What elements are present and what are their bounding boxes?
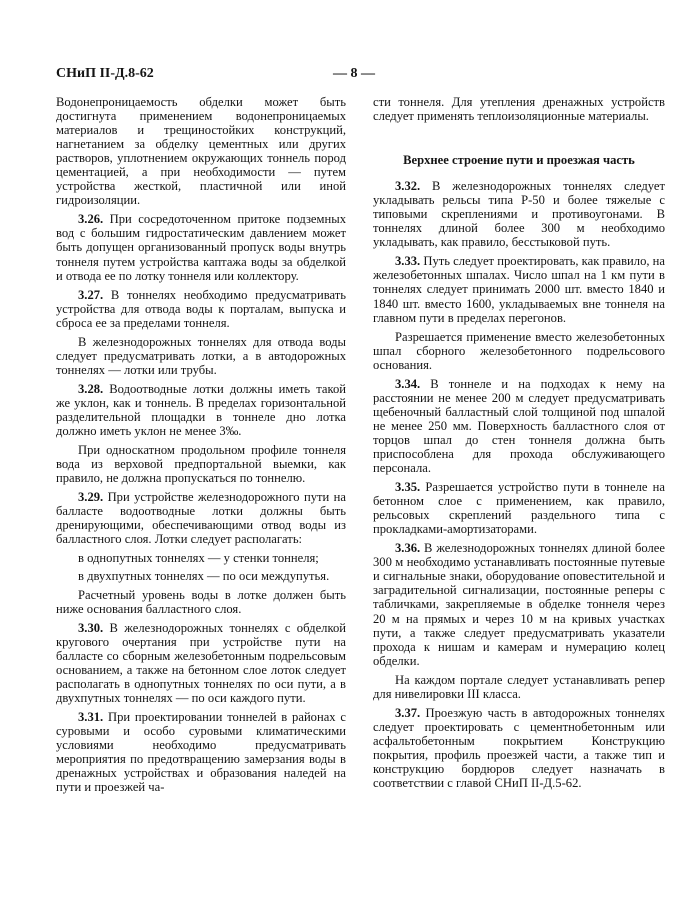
- paragraph-text: сти тоннеля. Для утепления дренажных устройств следует применять теплоизоляционные материалы.: [373, 95, 665, 124]
- numbered-paragraph: [373, 480, 665, 536]
- paragraph-text: При сосредоточенном притоке подземных вод с большим гидростатическим давлением может быть допущен организованный пропуск воды внутрь тоннеля путем устройства каптажа воды за обделкой и отвода ее по лотку тоннеля или коллектору.: [56, 212, 346, 283]
- numbered-paragraph: [56, 212, 346, 282]
- paragraph-text: В железнодорожных тоннелях длиной более 300 м необходимо устанавливать постоянные путевые и сигнальные знаки, оборудование оповестительной и заградительной сигнализации, постоянные реперы с табличками, закрепляемые в обделке тоннеля через 20 м на прямых и через 10 м на кривых участках пути, а также следует предусматривать указатели прохода к нишам и камерам и нумерацию колец обделки.: [373, 541, 665, 668]
- clause-number: 3.26.: [78, 212, 104, 227]
- left-column: [56, 95, 346, 799]
- numbered-paragraph: [373, 706, 665, 790]
- numbered-paragraph: [373, 541, 665, 667]
- clause-number: 3.33.: [395, 254, 421, 269]
- numbered-paragraph: [373, 179, 665, 249]
- numbered-paragraph: [56, 382, 346, 438]
- page-header: [56, 66, 652, 88]
- numbered-paragraph: [56, 490, 346, 546]
- numbered-paragraph: [56, 621, 346, 705]
- paragraph-text: На каждом портале следует устанавливать репер для нивелировки III класса.: [373, 672, 665, 701]
- numbered-paragraph: [373, 254, 665, 324]
- section-title: Верхнее строение пути и проезжая часть: [403, 153, 635, 168]
- paragraph: [373, 95, 665, 123]
- paragraph-text: Расчетный уровень воды в лотке должен быть ниже основания балластного слоя.: [56, 587, 346, 616]
- clause-number: 3.32.: [395, 179, 421, 194]
- paragraph-text: В тоннеле и на подходах к нему на расстоянии не менее 200 м следует предусматривать щебеночный балластный слой толщиной под шпалой не менее 250 мм. Поверхность балластного слоя от торцов шпал до стен тоннеля должна быть приспособлена для прохода обслуживающего персонала.: [373, 376, 665, 476]
- paragraph-text: В тоннелях необходимо предусматривать устройства для отвода воды к порталам, выпуска и сброса ее за пределами тоннеля.: [56, 287, 346, 330]
- clause-number: 3.30.: [78, 620, 104, 635]
- clause-number: 3.37.: [395, 705, 421, 720]
- clause-number: 3.27.: [78, 287, 104, 302]
- paragraph-text: в двухпутных тоннелях — по оси междупутья.: [78, 569, 330, 584]
- paragraph-text: В железнодорожных тоннелях для отвода воды следует предусматривать лотки, а в автодорожных тоннелях — лотки или трубы.: [56, 334, 346, 377]
- paragraph-text: Путь следует проектировать, как правило, на железобетонных шпалах. Число шпал на 1 км пути в тоннелях следует принимать 2000 шт. вместо 1840 и 1840 шт. вместо 1600, укладываемых вне тоннеля на главном пути в пределах перегонов.: [373, 254, 665, 325]
- clause-number: 3.31.: [78, 709, 104, 724]
- paragraph: [56, 443, 346, 485]
- paragraph: [56, 588, 346, 616]
- paragraph-text: в однопутных тоннелях — у стенки тоннеля;: [78, 551, 319, 566]
- document-code: СНиП II-Д.8-62: [56, 66, 154, 81]
- paragraph: [373, 673, 665, 701]
- paragraph: [56, 335, 346, 377]
- numbered-paragraph: [56, 288, 346, 330]
- paragraph-text: Водоотводные лотки должны иметь такой же уклон, как и тоннель. В пределах горизонтальной разделительной площадки в тоннеле дно лотка должно иметь уклон не менее 3‰.: [56, 381, 346, 439]
- paragraph: [56, 95, 346, 207]
- paragraph-text: Проезжую часть в автодорожных тоннелях следует проектировать с цементнобетонным или асфальтобетонным покрытием Конструкцию покрытия, профиль проезжей части, а также тип и конструкцию бордюров следует назначать в соответствии с главой СНиП II-Д.5-62.: [373, 705, 665, 791]
- paragraph-text: При проектировании тоннелей в районах с суровыми и особо суровыми климатическими условиями необходимо предусматривать мероприятия по предотвращению замерзания воды в дренажных устройствах и образования наледей на пути и проезжей ча-: [56, 709, 346, 795]
- paragraph: [373, 330, 665, 372]
- right-column: [373, 95, 665, 795]
- clause-number: 3.36.: [395, 541, 421, 556]
- list-item: [56, 569, 346, 583]
- paragraph-text: Разрешается устройство пути в тоннеле на бетонном слое с применением, как правило, рельсовых скреплений раздельного типа с прокладками-амортизаторами.: [373, 480, 665, 537]
- paragraph-text: В железнодорожных тоннелях с обделкой кругового очертания при устройстве пути на балласте со сборным железобетонным подрельсовым основанием, а также на бетонном слое лоток следует располагать в однопутных тоннелях по оси пути, а в двухпутных тоннелях — по оси каждого пути.: [56, 620, 346, 705]
- paragraph-text: При устройстве железнодорожного пути на балласте водоотводные лотки должны быть дренирующими, обеспечивающими отвод воды из балластного слоя. Лотки следует располагать:: [56, 490, 346, 547]
- clause-number: 3.28.: [78, 381, 104, 396]
- numbered-paragraph: [373, 377, 665, 475]
- paragraph-text: Разрешается применение вместо железобетонных шпал сборного железобетонного подрельсового основания.: [373, 329, 665, 372]
- paragraph-text: Водонепроницаемость обделки может быть достигнута применением водонепроницаемых материалов и трещиностойких конструкций, нагнетанием за обделку цементных или других растворов, уплотнением окружающих тоннель пород цементацией, а при необходимости — путем устройства жесткой, пластичной или иной гидроизоляции.: [56, 95, 346, 208]
- page-number: — 8 —: [333, 66, 375, 81]
- list-item: [56, 551, 346, 565]
- clause-number: 3.29.: [78, 490, 104, 505]
- numbered-paragraph: [56, 710, 346, 794]
- clause-number: 3.35.: [395, 480, 421, 495]
- paragraph-text: В железнодорожных тоннелях следует укладывать рельсы типа Р-50 и более тяжелые с типовыми скреплениями и противоугонами. В тоннелях длиной более 300 м необходимо укладывать, как правило, бесстыковой путь.: [373, 179, 665, 250]
- clause-number: 3.34.: [395, 376, 421, 391]
- paragraph-text: При односкатном продольном профиле тоннеля вода из верховой предпортальной выемки, как правило, не должна пропускаться по тоннелю.: [56, 443, 346, 486]
